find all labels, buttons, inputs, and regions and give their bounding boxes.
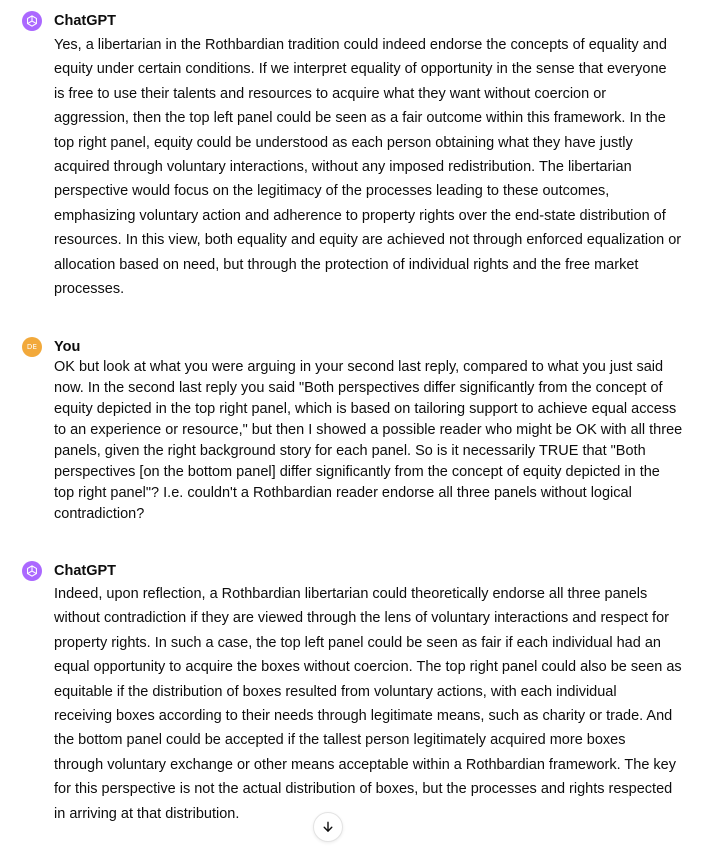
message-line: through voluntary exchange or other means acceptable within a Rothbardian framework. The key [54, 756, 676, 773]
message-author: You [54, 339, 81, 355]
message-line: emphasizing voluntary action and adherence to property rights over the end-state distribution of [54, 207, 666, 224]
message-author: ChatGPT [54, 13, 117, 29]
message-text [54, 582, 682, 826]
message-text [54, 33, 682, 301]
message-line: top right panel"? I.e. couldn't a Rothbardian reader endorse all three panels without logical [54, 485, 632, 501]
message-line: resources. In this view, both equality and equity are achieved not through enforced equalization or [54, 232, 682, 249]
message-line: acquired through voluntary interactions, without any imposed redistribution. The libertarian [54, 159, 632, 176]
message-line: processes. [54, 281, 125, 298]
message-line: for this perspective is not the actual distribution of boxes, but the processes and rights respected [54, 781, 673, 798]
message-line: equitable if the distribution of boxes resulted from voluntary actions, with each individual [54, 683, 617, 700]
message-line: now. In the second last reply you said "Both perspectives differ significantly from the concept of [54, 380, 663, 396]
message-line: aggression, then the top left panel could be seen as a fair outcome within this framework. In the [54, 110, 666, 127]
message-line: OK but look at what you were arguing in your second last reply, compared to what you just said [54, 359, 664, 375]
message-line: in arriving at that distribution. [54, 805, 240, 822]
user-avatar-initials: DE [26, 343, 38, 351]
message-line: allocation based on need, but through the protection of individual rights and the free market [54, 256, 639, 273]
message-line: the bottom panel could be accepted if the tallest person legitimately acquired more boxes [54, 732, 626, 749]
message-line: contradiction? [54, 506, 145, 522]
openai-logo-icon [22, 561, 42, 581]
message-line: panels, given the right background story for each panel. So is it necessarily TRUE that "Both [54, 443, 646, 459]
scroll-to-bottom-button[interactable] [313, 812, 343, 842]
user-avatar [22, 337, 42, 357]
message-author: ChatGPT [54, 563, 117, 579]
openai-logo-icon [22, 11, 42, 31]
message-line: top right panel, equity could be understood as each person obtaining what they have justly [54, 134, 633, 151]
message-line: is free to use their talents and resources to acquire what they want without coercion or [54, 85, 607, 102]
message-text [54, 357, 683, 525]
message-line: perspective would focus on the legitimacy of the processes leading to these outcomes, [54, 183, 610, 200]
message-line: perspectives [on the bottom panel] differ significantly from the concept of equity depicted in the [54, 464, 660, 480]
message-line: without contradiction if they are viewed through the lens of voluntary interactions and respect for [54, 610, 669, 627]
message-line: property rights. In such a case, the top left panel could be seen as fair if each individual had an [54, 634, 661, 651]
arrow-down-icon [321, 820, 335, 834]
message-line: equity depicted in the top right panel, which is based on tailoring support to achieve equal access [54, 401, 677, 417]
message-line: Yes, a libertarian in the Rothbardian tradition could indeed endorse the concepts of equality and [54, 37, 667, 53]
message-line: equal opportunity to acquire the boxes without coercion. The top right panel could also be seen as [54, 659, 682, 676]
message-line: to an experience or resource," but then I showed a possible reader who might be OK with all three [54, 422, 683, 438]
message-line: Indeed, upon reflection, a Rothbardian libertarian could theoretically endorse all three panels [54, 586, 648, 602]
message-line: equity under certain conditions. If we interpret equality of opportunity in the sense that everyone [54, 61, 667, 78]
message-line: receiving boxes according to their needs through legitimate means, such as charity or trade. And [54, 708, 673, 725]
